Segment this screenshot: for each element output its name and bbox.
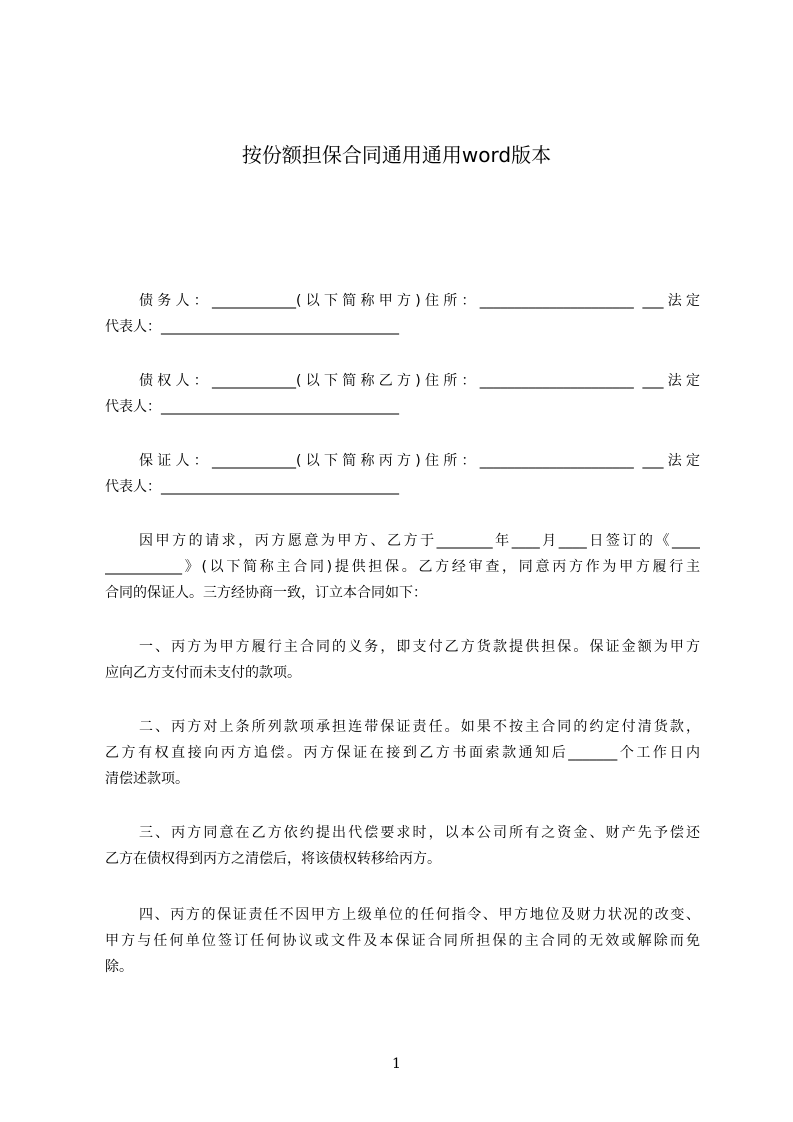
creditor-party-block — [105, 368, 700, 420]
debtor-party-block — [105, 288, 700, 340]
clause-3-paragraph — [105, 820, 700, 872]
debtor-line: 债务人：____________(以下简称甲方)住所：______________________ ___法定 — [139, 293, 700, 309]
guarantor-line: 保证人：____________(以下简称丙方)住所：______________________ ___法定 — [139, 453, 700, 469]
clause-1-paragraph — [105, 634, 700, 686]
document-title: 按份额担保合同通用通用word版本 — [241, 143, 552, 167]
creditor-representative-line: 代表人：__________________________________ — [105, 399, 399, 415]
guarantor-representative-line: 代表人：__________________________________ — [105, 479, 399, 495]
preamble-line: ___________》(以下简称主合同)提供担保。乙方经审查，同意丙方作为甲方履行主 — [105, 559, 700, 575]
clause-line: 应向乙方支付而未支付的款项。 — [105, 665, 301, 681]
guarantor-party-block — [105, 448, 700, 500]
clause-line: 清偿述款项。 — [105, 771, 189, 787]
clause-line: 一、丙方为甲方履行主合同的义务，即支付乙方货款提供担保。保证金额为甲方 — [139, 639, 700, 655]
clause-line: 二、丙方对上条所列款项承担连带保证责任。如果不按主合同的约定付清货款， — [139, 719, 700, 735]
clause-line: 甲方与任何单位签订任何协议或文件及本保证合同所担保的主合同的无效或解除而免 — [105, 933, 700, 949]
clause-line: 四、丙方的保证责任不因甲方上级单位的任何指令、甲方地位及财力状况的改变、 — [139, 907, 700, 923]
debtor-representative-line: 代表人：__________________________________ — [105, 319, 399, 335]
clause-line: 乙方有权直接向丙方追偿。丙方保证在接到乙方书面索款通知后_______个工作日内 — [105, 745, 700, 761]
preamble-line: 因甲方的请求，丙方愿意为甲方、乙方于________年____月____日签订的《____ — [139, 533, 700, 549]
page-number: 1 — [392, 1056, 401, 1072]
clause-line: 乙方在债权得到丙方之清偿后，将该债权转移给丙方。 — [105, 851, 441, 867]
clause-line: 三、丙方同意在乙方依约提出代偿要求时，以本公司所有之资金、财产先予偿还 — [139, 825, 700, 841]
clause-line: 除。 — [105, 959, 133, 975]
clause-2-paragraph — [105, 714, 700, 792]
clause-4-paragraph — [105, 902, 700, 980]
preamble-line: 合同的保证人。三方经协商一致，订立本合同如下： — [105, 585, 427, 601]
creditor-line: 债权人：____________(以下简称乙方)住所：______________________ ___法定 — [139, 373, 700, 389]
preamble-paragraph — [105, 528, 700, 606]
